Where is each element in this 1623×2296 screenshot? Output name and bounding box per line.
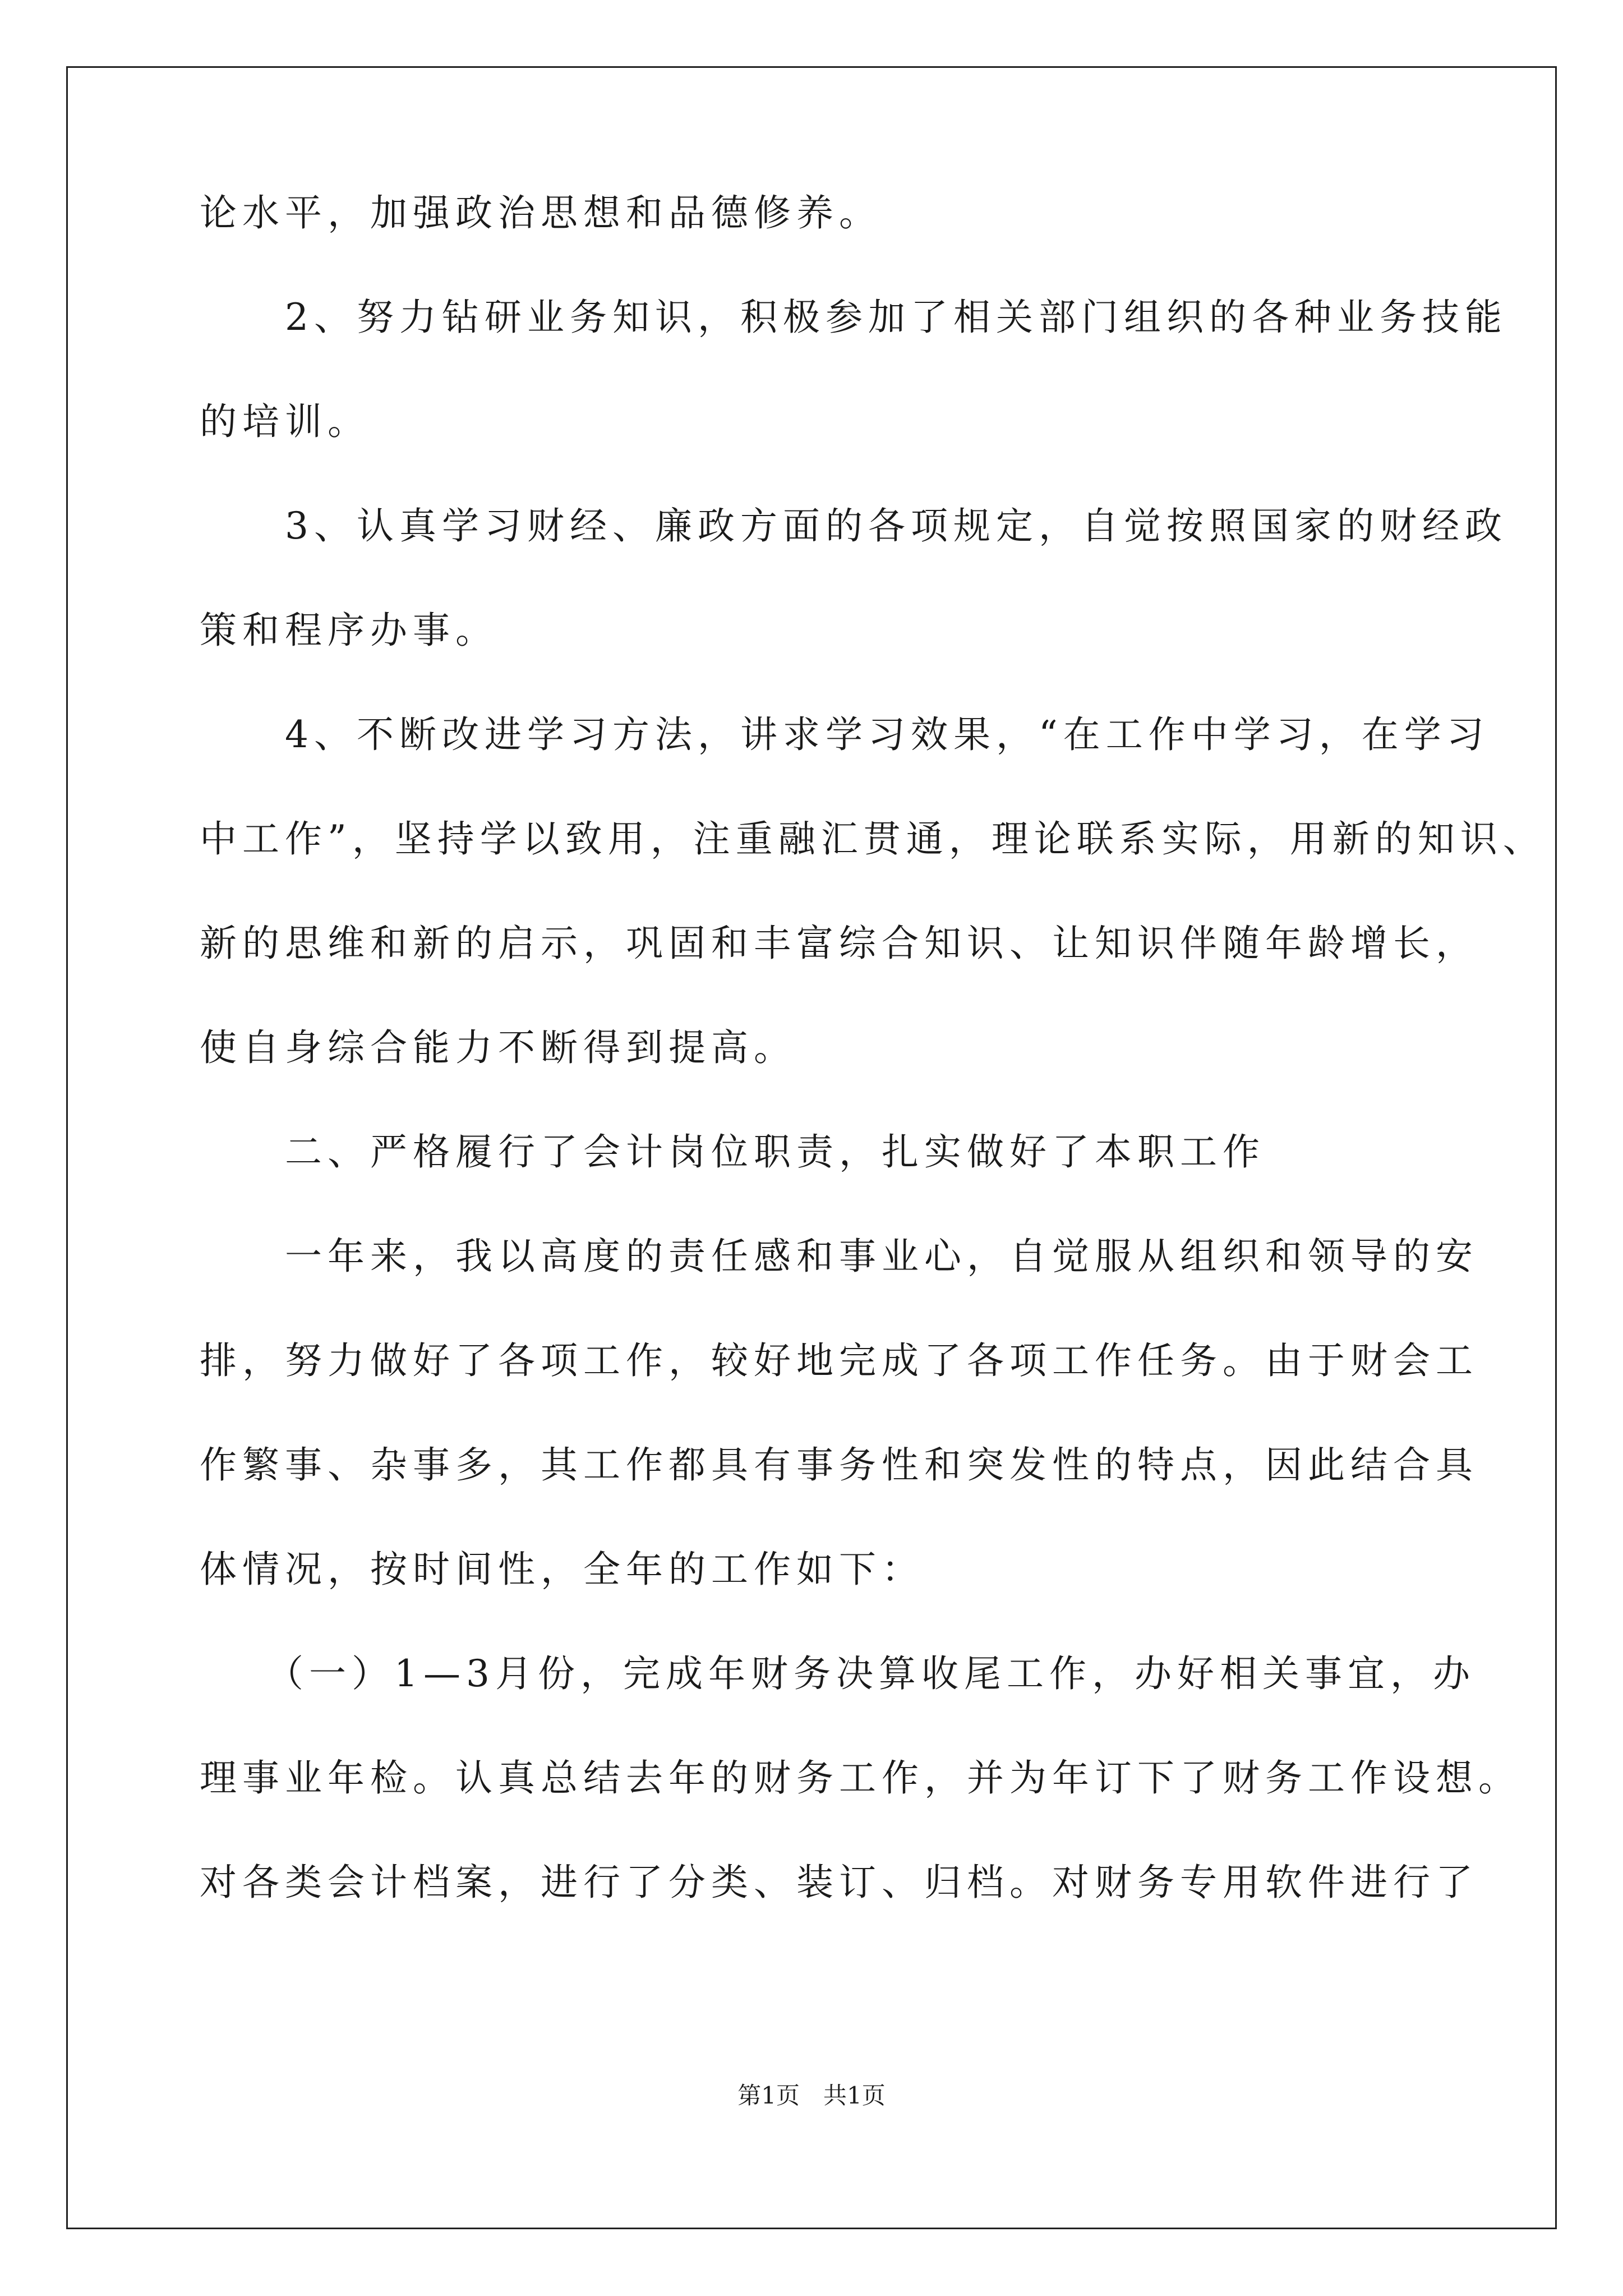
text-line: 的培训。	[200, 400, 370, 443]
text-line: 理事业年检。认真总结去年的财务工作，并为年订下了财务工作设想。	[200, 1756, 1521, 1800]
text-line: （一）1—3月份，完成年财务决算收尾工作，办好相关事宜，办	[200, 1652, 1476, 1695]
text-line: 体情况，按时间性，全年的工作如下：	[200, 1548, 924, 1591]
text-line: 策和程序办事。	[200, 609, 498, 652]
text-line: 中工作”，坚持学以致用，注重融汇贯通，理论联系实际，用新的知识、	[200, 817, 1546, 861]
page-number: 第1页 共1页	[737, 2082, 886, 2109]
text-line: 使自身综合能力不断得到提高。	[200, 1026, 796, 1069]
text-line: 对各类会计档案，进行了分类、装订、归档。对财务专用软件进行了	[200, 1861, 1478, 1904]
text-line: 论水平，加强政治思想和品德修养。	[200, 191, 882, 234]
section-heading: 二、严格履行了会计岗位职责，扎实做好了本职工作	[200, 1130, 1265, 1174]
text-line: 一年来，我以高度的责任感和事业心，自觉服从组织和领导的安	[200, 1235, 1478, 1278]
text-line: 2、努力钻研业务知识，积极参加了相关部门组织的各种业务技能	[200, 296, 1507, 339]
text-line: 作繁事、杂事多，其工作都具有事务性和突发性的特点，因此结合具	[200, 1443, 1478, 1487]
text-line: 4、不断改进学习方法，讲求学习效果，“在工作中学习，在学习	[200, 713, 1490, 756]
text-line: 排，努力做好了各项工作，较好地完成了各项工作任务。由于财会工	[200, 1339, 1478, 1382]
text-line: 新的思维和新的启示，巩固和丰富综合知识、让知识伴随年龄增长，	[200, 922, 1478, 965]
text-line: 3、认真学习财经、廉政方面的各项规定，自觉按照国家的财经政	[200, 504, 1507, 547]
